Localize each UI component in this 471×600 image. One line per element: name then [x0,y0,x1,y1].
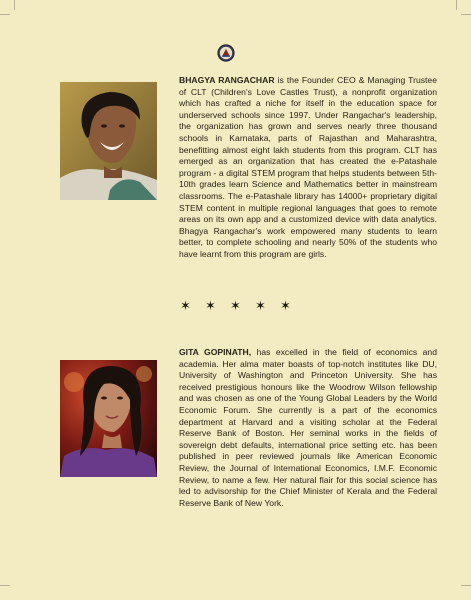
bio-text: is the Founder CEO & Managing Trustee of CLT (Children's Love Castles Trust), a nonprofit organization which has crafted a niche for itself in the education space for underserved schools since 1997. Under Rangachar's leadership, the organization has grown and serves nearly three thousand schools in Karnataka, parts of Rajasthan and Maharashtra, benefitting almost eight lakh students from this program. CLT has emerged as an organization that has created the e-Patashale program - a digital STEM program that helps students between 5th-10th grades learn Science and Mathematics better in mainstream classrooms. The e-Patashale library has 14000+ proprietary digital STEM content in multiple regional languages that goes to remote areas on its own app and a customized device with data analytics. Bhagya Rangachar's work empowered many students to learn better, to complete schooling and nearly 50% of the students who have learnt from this program are girls. [179,75,437,259]
portrait-photo [60,82,157,200]
crop-mark [0,585,10,586]
crop-mark [461,14,471,15]
crop-mark [14,0,15,10]
crop-mark [456,0,457,10]
bio-paragraph [179,347,437,509]
star-icon: ✶ [280,298,291,313]
person-name: GITA GOPINATH, [179,347,252,357]
bio-paragraph [179,75,437,261]
crop-mark [461,585,471,586]
person-name: BHAGYA RANGACHAR [179,75,275,85]
portrait-photo [60,360,157,477]
bio-text: has excelled in the field of economics and academia. Her alma mater boasts of top-notch institutes like DU, University of Washington and Princeton University. She has received prestigious honours like the Woodrow Wilson fellowship and was chosen as one of the Young Global Leaders by the World Economic Forum. She currently is a part of the economics department at Harvard and a visiting scholar at the Federal Reserve Bank of Boston. Her seminal works in the fields of sovereign debt defaults, international price setting etc. has been published in peer reviewed journals like American Economic Review, the Journal of International Economics, I.M.F. Economic Review, to name a few. Her natural flair for this social science has led to advisorship for the Chief Minister of Kerala and the Federal Reserve Bank of New York. [179,347,437,508]
star-icon: ✶ [180,298,191,313]
emblem-icon [217,44,235,62]
crop-mark [0,14,10,15]
star-icon: ✶ [255,298,266,313]
star-icon: ✶ [205,298,216,313]
star-icon: ✶ [230,298,241,313]
star-divider [180,298,291,314]
